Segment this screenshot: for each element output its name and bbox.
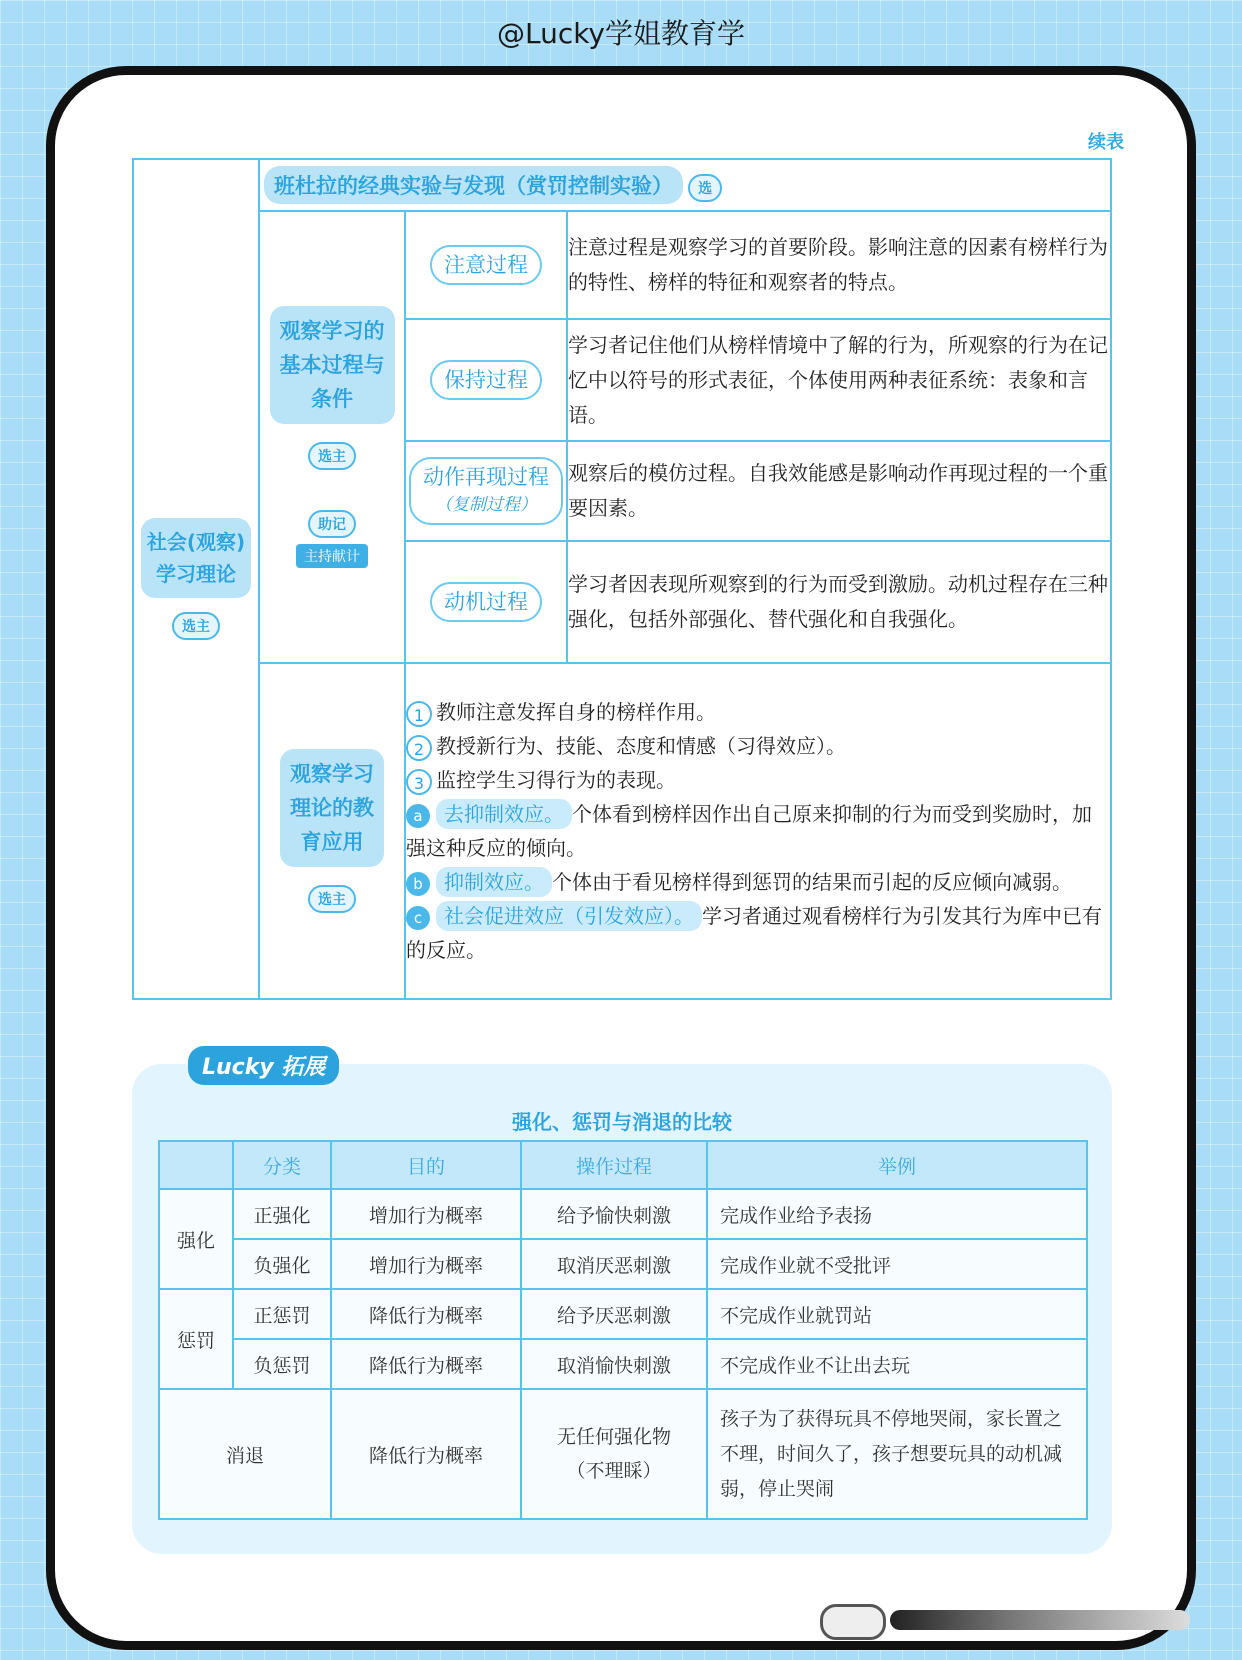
- purpose-cell: 降低行为概率: [331, 1289, 521, 1339]
- process-motivation: 动机过程: [430, 582, 542, 622]
- effect-name: 社会促进效应（引发效应）。: [436, 901, 702, 931]
- application-text: 教授新行为、技能、态度和情感（习得效应）。: [436, 734, 846, 758]
- application-text: 监控学生习得行为的表现。: [436, 768, 676, 792]
- process-attention-desc: 注意过程是观察学习的首要阶段。影响注意的因素有榜样行为的特性、榜样的特征和观察者的特点。: [567, 211, 1111, 319]
- group-name: 强化: [159, 1189, 233, 1289]
- effect-text: 个体看到榜样因作出自己原来抑制的行为而受到奖励时，加强这种反应的倾向。: [406, 802, 1092, 860]
- extinction-process-line2: （不理睬）: [566, 1460, 662, 1482]
- purpose-cell: 增加行为概率: [331, 1189, 521, 1239]
- header-cell: 目的: [331, 1141, 521, 1189]
- application-item: [406, 729, 1110, 763]
- theory-table: [132, 158, 1112, 1000]
- effect-name: 去抑制效应。: [436, 799, 572, 829]
- process-title-cell: [259, 211, 405, 663]
- letter-icon: b: [406, 872, 430, 896]
- process-name-cell: [405, 319, 567, 441]
- process-reproduction-desc: 观察后的模仿过程。自我效能感是影响动作再现过程的一个重要因素。: [567, 441, 1111, 541]
- purpose-cell: 降低行为概率: [331, 1389, 521, 1519]
- extinction-process-line1: 无任何强化物: [556, 1426, 671, 1448]
- process-title: [270, 306, 395, 424]
- process-retention-desc: 学习者记住他们从榜样情境中了解的行为，所观察的行为在记忆中以符号的形式表征，个体使用两种表征系统：表象和言语。: [567, 319, 1111, 441]
- table-row: [159, 1389, 1087, 1519]
- effect-item: [406, 865, 1110, 899]
- scroll-track[interactable]: [890, 1610, 1190, 1630]
- process-reproduction-sub: （复制过程）: [435, 495, 537, 515]
- memory-phrase: 主持献计: [296, 544, 368, 568]
- process-retention: 保持过程: [430, 360, 542, 400]
- select-main-badge: 选主: [172, 612, 220, 640]
- table-row: [159, 1239, 1087, 1289]
- example-cell: 不完成作业就罚站: [707, 1289, 1087, 1339]
- application-select-main-badge: 选主: [308, 885, 356, 913]
- process-cell: 取消愉快刺激: [521, 1339, 707, 1389]
- lucky-extension-label: Lucky 拓展: [188, 1046, 339, 1085]
- example-cell: 完成作业给予表扬: [707, 1189, 1087, 1239]
- process-title-line1: 观察学习的: [279, 319, 385, 343]
- group-name: 惩罚: [159, 1289, 233, 1389]
- number-icon: 3: [406, 769, 432, 795]
- table-row: [159, 1189, 1087, 1239]
- process-name-cell: [405, 441, 567, 541]
- number-icon: 1: [406, 701, 432, 727]
- experiment-header: 班杜拉的经典实验与发现（赏罚控制实验）: [264, 166, 683, 204]
- header-cell: 操作过程: [521, 1141, 707, 1189]
- comparison-table: [158, 1140, 1088, 1520]
- application-item: [406, 695, 1110, 729]
- letter-icon: c: [406, 906, 430, 930]
- header-cell: 分类: [233, 1141, 331, 1189]
- effect-item: [406, 899, 1110, 967]
- process-reproduction: [409, 457, 563, 525]
- number-icon: 2: [406, 735, 432, 761]
- process-motivation-desc: 学习者因表现所观察到的行为而受到激励。动机过程存在三种强化，包括外部强化、替代强化和自我强化。: [567, 541, 1111, 663]
- purpose-cell: 降低行为概率: [331, 1339, 521, 1389]
- application-title: [280, 749, 384, 867]
- effect-item: [406, 797, 1110, 865]
- type-cell: 负惩罚: [233, 1339, 331, 1389]
- type-cell: 负强化: [233, 1239, 331, 1289]
- process-attention: 注意过程: [430, 245, 542, 285]
- example-cell: 完成作业就不受批评: [707, 1239, 1087, 1289]
- purpose-cell: 增加行为概率: [331, 1239, 521, 1289]
- application-item: [406, 763, 1110, 797]
- theory-title: [141, 518, 251, 598]
- theory-title-line2: 学习理论: [156, 562, 236, 586]
- continued-label: 续表: [1088, 132, 1124, 153]
- effect-text: 个体由于看见榜样得到惩罚的结果而引起的反应倾向减弱。: [552, 870, 1072, 894]
- table-row: [159, 1289, 1087, 1339]
- watermark: @Lucky学姐教育学: [496, 17, 746, 50]
- memory-tag: 助记: [308, 510, 356, 538]
- process-cell: 给予愉快刺激: [521, 1189, 707, 1239]
- effect-name: 抑制效应。: [436, 867, 552, 897]
- example-cell: 不完成作业不让出去玩: [707, 1339, 1087, 1389]
- application-title-line1: 观察学习: [290, 762, 374, 786]
- application-list: [405, 663, 1111, 999]
- theory-title-line1: 社会(观察): [146, 530, 246, 554]
- application-text: 教师注意发挥自身的榜样作用。: [436, 700, 716, 724]
- process-select-main-badge: 选主: [308, 442, 356, 470]
- process-title-line3: 条件: [311, 387, 353, 411]
- header-cell: [159, 1141, 233, 1189]
- theory-title-cell: [133, 159, 259, 999]
- application-title-cell: [259, 663, 405, 999]
- application-title-line2: 理论的教: [290, 796, 374, 820]
- header-cell: 举例: [707, 1141, 1087, 1189]
- effect-text: 学习者通过观看榜样行为引发其行为库中已有的反应。: [406, 904, 1102, 962]
- experiment-header-cell: [259, 159, 1111, 211]
- comparison-header-row: [159, 1141, 1087, 1189]
- application-title-line3: 育应用: [300, 830, 364, 854]
- letter-icon: a: [406, 804, 430, 828]
- process-title-line2: 基本过程与: [279, 353, 385, 377]
- process-cell: 给予厌恶刺激: [521, 1289, 707, 1339]
- example-cell: 孩子为了获得玩具不停地哭闹，家长置之不理，时间久了，孩子想要玩具的动机减弱，停止哭闹: [707, 1389, 1087, 1519]
- process-cell: [521, 1389, 707, 1519]
- process-name-cell: [405, 541, 567, 663]
- comparison-title: 强化、惩罚与消退的比较: [512, 1110, 732, 1134]
- select-badge: 选: [688, 174, 722, 202]
- process-cell: 取消厌恶刺激: [521, 1239, 707, 1289]
- process-reproduction-name: 动作再现过程: [423, 465, 549, 489]
- scroll-handle[interactable]: [820, 1604, 886, 1640]
- process-name-cell: [405, 211, 567, 319]
- type-cell: 正强化: [233, 1189, 331, 1239]
- type-cell: 正惩罚: [233, 1289, 331, 1339]
- extinction-name: 消退: [159, 1389, 331, 1519]
- table-row: [159, 1339, 1087, 1389]
- scrollbar[interactable]: [820, 1598, 1220, 1642]
